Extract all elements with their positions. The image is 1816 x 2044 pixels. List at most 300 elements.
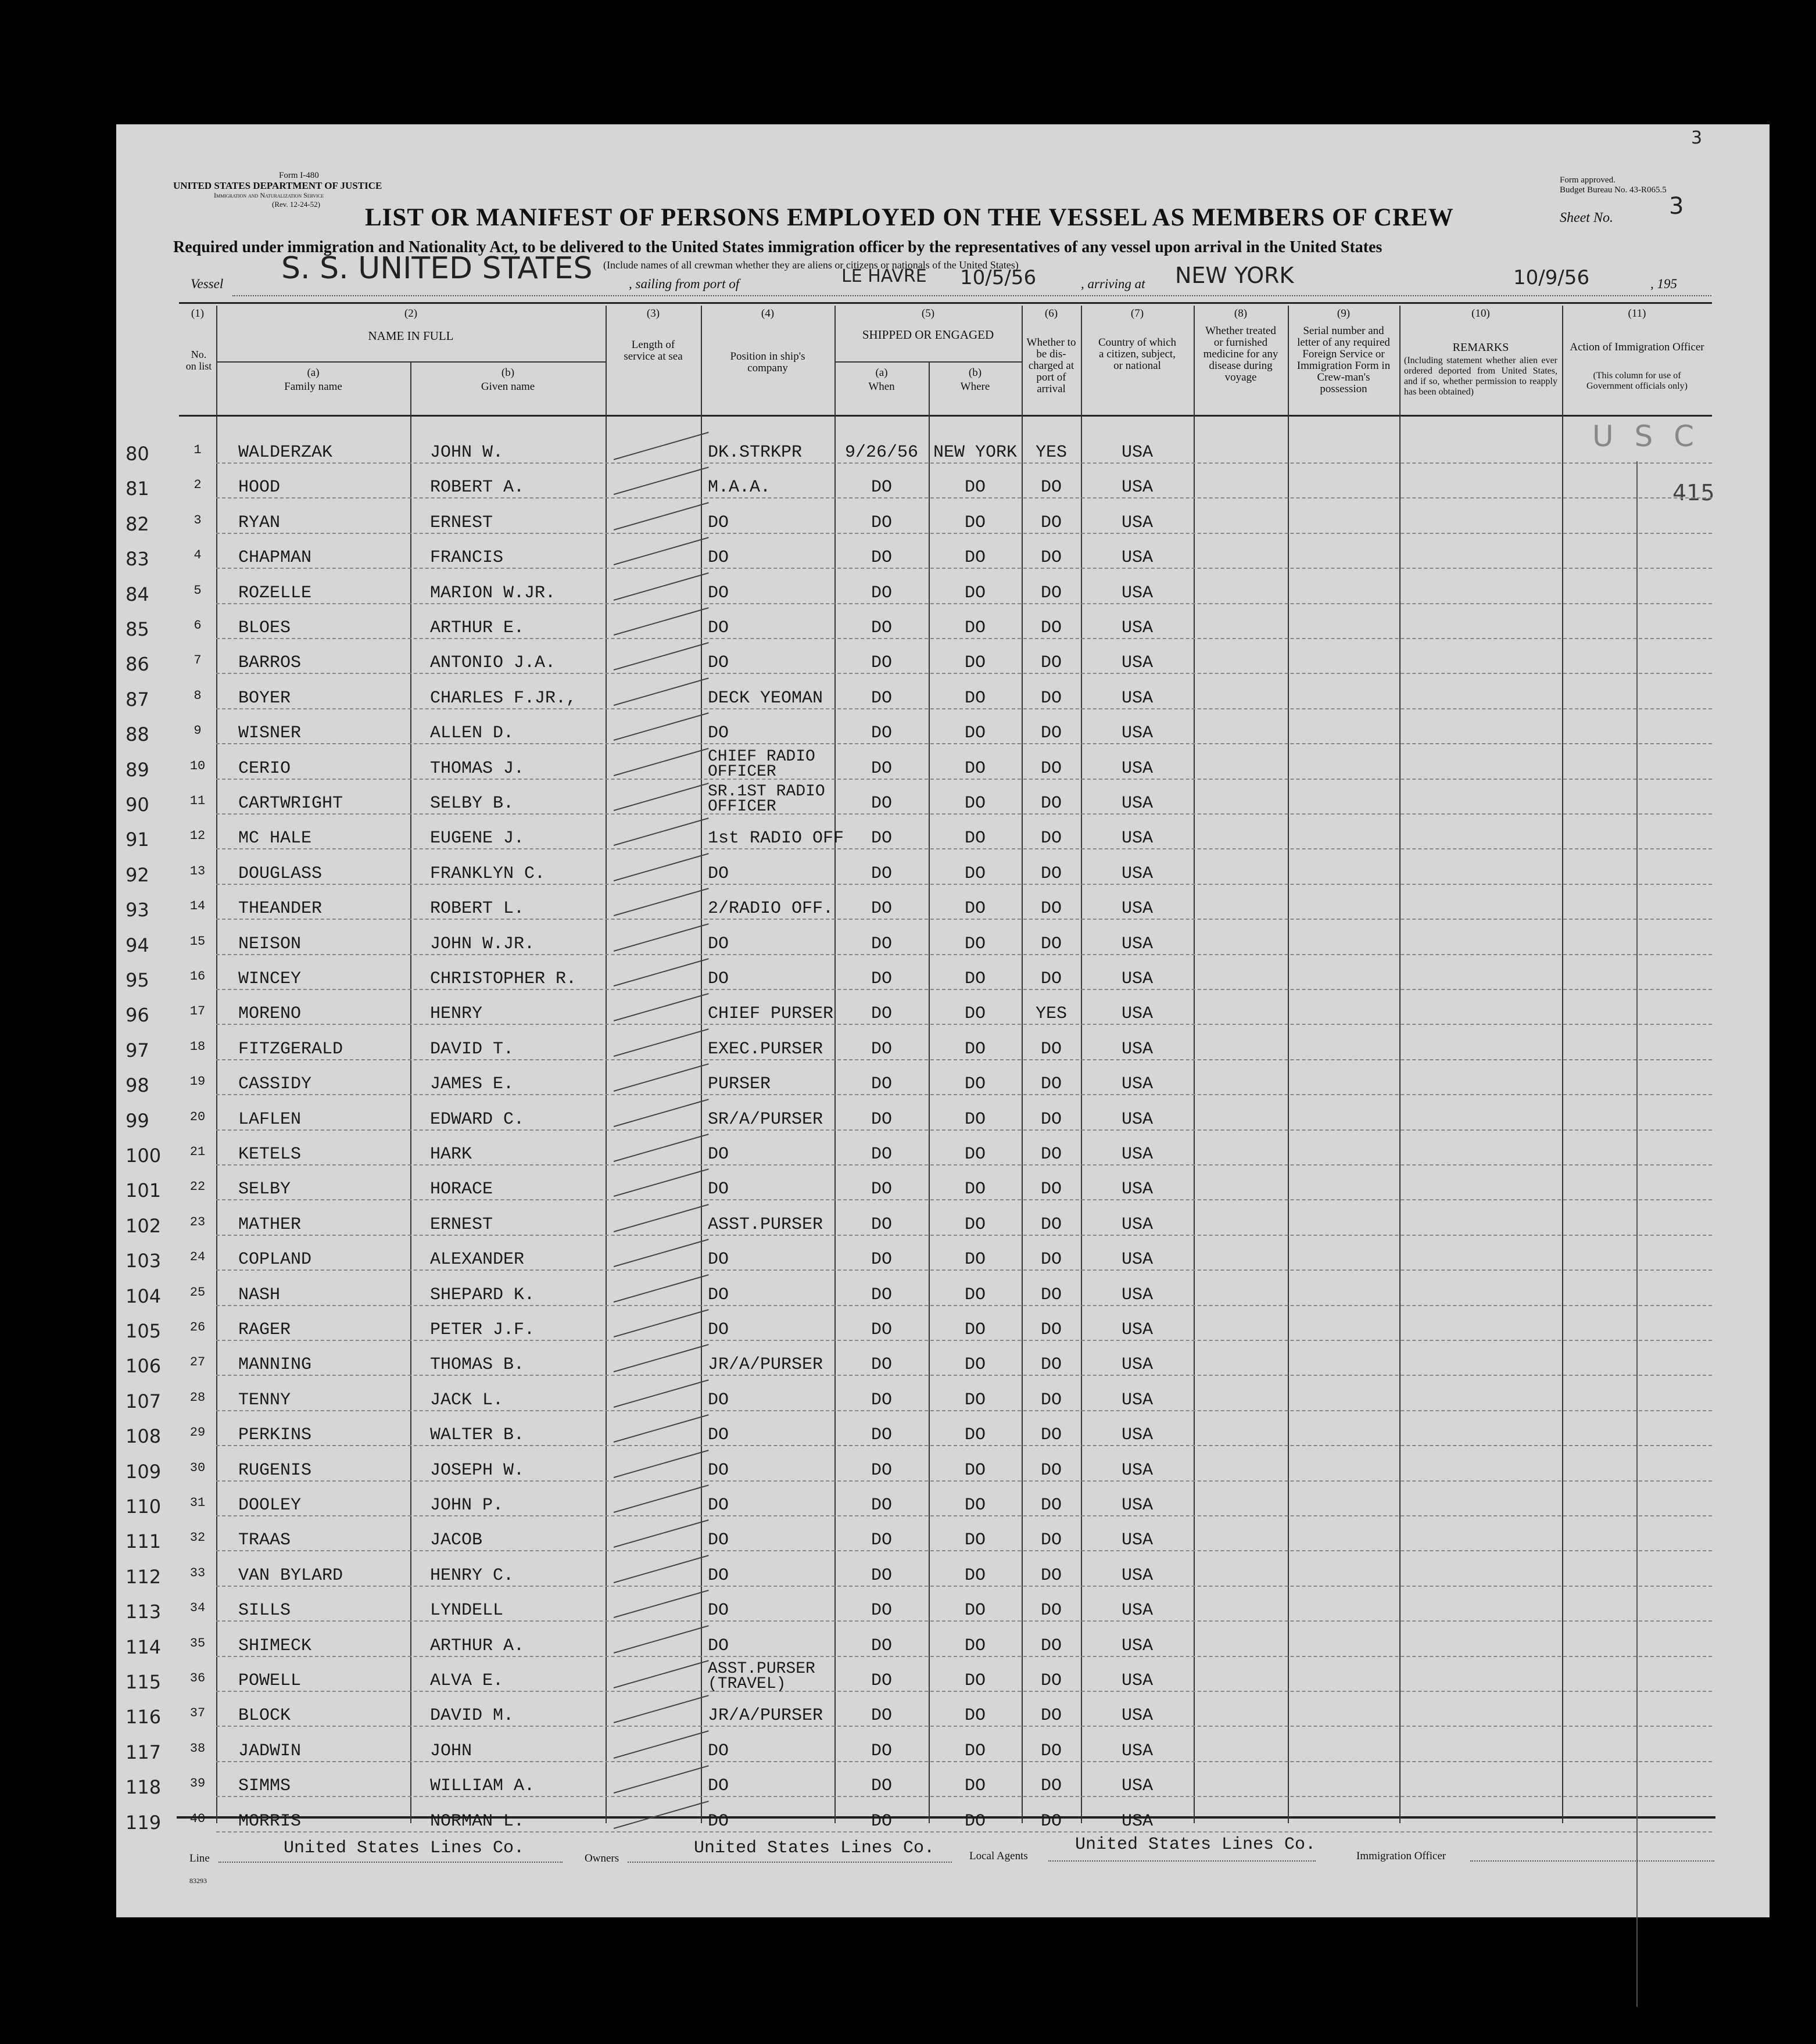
row-discharge: DO — [1040, 1214, 1062, 1235]
col10-note: (Including statement whether alien ever ordered deported from United States, and if so, whether permission to reapply has been obtained) — [1404, 356, 1557, 397]
row-family: KETELS — [238, 1145, 302, 1164]
row-no: 14 — [189, 899, 206, 914]
vessel-underline — [232, 295, 1711, 296]
row-where: DO — [964, 1039, 986, 1059]
row-family: FITZGERALD — [238, 1039, 343, 1059]
row-where: DO — [964, 478, 986, 498]
row-no: 21 — [189, 1145, 206, 1159]
row-when: DO — [871, 1425, 892, 1446]
row-rule — [216, 1340, 1712, 1341]
row-rule — [216, 533, 1712, 534]
row-no: 19 — [189, 1074, 206, 1089]
row-position: DO — [708, 1250, 729, 1270]
row-country: USA — [1121, 512, 1153, 533]
row-given: MARION W.JR. — [430, 583, 556, 603]
count-annotation: 415 — [1672, 480, 1715, 505]
row-given: ARTHUR E. — [430, 618, 525, 638]
row-position: DO — [708, 1425, 729, 1446]
row-where: DO — [964, 1004, 986, 1024]
row-discharge: DO — [1040, 583, 1062, 603]
row-country: USA — [1121, 863, 1153, 884]
row-where: DO — [964, 934, 986, 954]
header-bottom-rule — [179, 415, 1712, 417]
row-when: DO — [871, 1530, 892, 1551]
row-seq: 106 — [126, 1355, 162, 1378]
sailing-port: LE HAVRE — [841, 266, 927, 286]
service-slash-mark — [614, 958, 709, 987]
row-position: DO — [708, 1776, 729, 1796]
row-when: DO — [871, 794, 892, 813]
service-slash-mark — [614, 994, 709, 1022]
row-position: ASST.PURSER — [708, 1214, 823, 1235]
row-family: RAGER — [238, 1320, 291, 1340]
form-number: Form I-480 — [279, 171, 319, 180]
row-given: SELBY B. — [430, 794, 514, 813]
row-position: M.A.A. — [708, 478, 771, 498]
row-family: BARROS — [238, 653, 302, 673]
row-where: DO — [964, 1565, 986, 1586]
service-slash-mark — [614, 1555, 709, 1583]
row-country: USA — [1121, 1671, 1153, 1691]
row-position: DO — [708, 1145, 729, 1164]
row-no: 23 — [189, 1214, 206, 1229]
row-family: JADWIN — [238, 1741, 302, 1761]
row-position: JR/A/PURSER — [708, 1355, 823, 1375]
col8-header: Whether treated or furnished medicine for any disease during voyage — [1203, 325, 1278, 383]
row-seq: 108 — [126, 1425, 162, 1448]
row-when: DO — [871, 1145, 892, 1164]
row-family: DOOLEY — [238, 1496, 302, 1515]
row-position: DO — [708, 1320, 729, 1340]
row-no: 26 — [189, 1320, 206, 1335]
service-slash-mark — [614, 1379, 709, 1408]
row-rule — [216, 1550, 1712, 1551]
row-rule — [216, 1059, 1712, 1060]
row-seq: 86 — [126, 653, 149, 676]
service-slash-mark — [614, 1099, 709, 1127]
row-country: USA — [1121, 1074, 1153, 1095]
service-slash-mark — [614, 643, 709, 671]
row-no: 22 — [189, 1179, 206, 1195]
row-seq: 112 — [126, 1565, 162, 1588]
row-position: DO — [708, 548, 729, 568]
row-given: FRANCIS — [430, 548, 504, 568]
form-budget: Budget Bureau No. 43-R065.5 — [1560, 185, 1667, 195]
row-no: 27 — [189, 1355, 206, 1370]
row-country: USA — [1121, 1179, 1153, 1200]
row-position: DO — [708, 1601, 729, 1621]
row-discharge: DO — [1040, 1390, 1062, 1410]
footer-officer-label: Immigration Officer — [1356, 1850, 1446, 1862]
row-family: MORENO — [238, 1004, 302, 1024]
row-given: JOHN — [430, 1741, 472, 1761]
row-discharge: DO — [1040, 1039, 1062, 1059]
row-discharge: DO — [1040, 1706, 1062, 1726]
row-where: DO — [964, 1109, 986, 1129]
row-country: USA — [1121, 1460, 1153, 1480]
col11-number: (11) — [1628, 307, 1646, 320]
sailing-label: , sailing from port of — [629, 277, 740, 291]
row-where: DO — [964, 1636, 986, 1656]
row-no: 4 — [194, 548, 202, 563]
col9-header: Serial number and letter of any required Foreign Service or Immigration Form in Crew-man's possession — [1296, 325, 1391, 395]
row-position: DO — [708, 969, 729, 989]
row-family: MORRIS — [238, 1811, 302, 1831]
row-position: DO — [708, 512, 729, 533]
row-family: TENNY — [238, 1390, 291, 1410]
row-seq: 82 — [126, 512, 149, 535]
row-given: SHEPARD K. — [430, 1285, 535, 1305]
row-seq: 104 — [126, 1285, 162, 1307]
include-note: (Include names of all crewman whether they are aliens or citizens or nationals of the United States) — [603, 259, 1019, 271]
row-family: MANNING — [238, 1355, 312, 1375]
row-rule — [216, 1586, 1712, 1587]
row-seq: 119 — [126, 1811, 162, 1834]
year-suffix: , 195 — [1650, 277, 1677, 291]
row-rule — [216, 1024, 1712, 1025]
row-discharge: DO — [1040, 1811, 1062, 1831]
row-family: COPLAND — [238, 1250, 312, 1270]
row-discharge: DO — [1040, 1776, 1062, 1796]
col3-header: Length of service at sea — [624, 339, 683, 363]
row-rule — [216, 497, 1712, 499]
footer-agents-rule — [1048, 1860, 1316, 1862]
row-when: DO — [871, 1565, 892, 1586]
footer-line-value: United States Lines Co. — [284, 1838, 525, 1858]
row-rule — [216, 743, 1712, 744]
service-slash-mark — [614, 1625, 709, 1654]
row-no: 12 — [189, 829, 206, 844]
row-no: 18 — [189, 1039, 206, 1054]
row-when: DO — [871, 653, 892, 673]
row-position: DO — [708, 618, 729, 638]
row-where: DO — [964, 794, 986, 813]
row-rule — [216, 1515, 1712, 1516]
row-rule — [216, 673, 1712, 674]
service-slash-mark — [614, 1169, 709, 1197]
row-position: DO — [708, 1496, 729, 1515]
row-when: DO — [871, 1179, 892, 1200]
row-position: CHIEF PURSER — [708, 1004, 834, 1024]
row-given: DAVID M. — [430, 1706, 514, 1726]
row-seq: 92 — [126, 863, 149, 886]
row-no: 3 — [194, 512, 202, 528]
row-when: 9/26/56 — [844, 443, 919, 462]
row-where: DO — [964, 1706, 986, 1726]
row-position: DO — [708, 653, 729, 673]
row-when: DO — [871, 1320, 892, 1340]
row-country: USA — [1121, 899, 1153, 919]
row-when: DO — [871, 1109, 892, 1129]
row-when: DO — [871, 1355, 892, 1375]
row-seq: 87 — [126, 688, 149, 711]
row-where: DO — [964, 1601, 986, 1621]
row-rule — [216, 1445, 1712, 1446]
col4-header: Position in ship's company — [730, 350, 805, 374]
row-seq: 118 — [126, 1776, 162, 1799]
row-country: USA — [1121, 1601, 1153, 1621]
col4-number: (4) — [761, 307, 775, 320]
row-seq: 98 — [126, 1074, 149, 1097]
row-country: USA — [1121, 1250, 1153, 1270]
row-family: VAN BYLARD — [238, 1565, 343, 1586]
row-family: NEISON — [238, 934, 302, 954]
row-position: DK.STRKPR — [708, 443, 803, 462]
service-slash-mark — [614, 537, 709, 565]
row-when: DO — [871, 1039, 892, 1059]
service-slash-mark — [614, 572, 709, 601]
row-seq: 97 — [126, 1039, 149, 1062]
row-when: DO — [871, 1390, 892, 1410]
row-where: DO — [964, 653, 986, 673]
footer-line-label: Line — [189, 1852, 210, 1864]
row-country: USA — [1121, 1425, 1153, 1446]
row-country: USA — [1121, 478, 1153, 498]
footer-owners-value: United States Lines Co. — [694, 1838, 935, 1858]
row-given: WILLIAM A. — [430, 1776, 535, 1796]
row-family: LAFLEN — [238, 1109, 302, 1129]
col10-header: REMARKS — [1452, 341, 1509, 354]
row-no: 5 — [194, 583, 202, 598]
row-when: DO — [871, 1741, 892, 1761]
row-seq: 93 — [126, 899, 149, 921]
row-given: CHRISTOPHER R. — [430, 969, 577, 989]
row-country: USA — [1121, 688, 1153, 708]
row-family: ROZELLE — [238, 583, 312, 603]
form-approved: Form approved. — [1560, 175, 1616, 185]
row-where: DO — [964, 618, 986, 638]
row-where: DO — [964, 1460, 986, 1480]
row-discharge: DO — [1040, 1425, 1062, 1446]
row-given: ERNEST — [430, 1214, 493, 1235]
row-no: 20 — [189, 1109, 206, 1124]
row-given: THOMAS B. — [430, 1355, 525, 1375]
row-discharge: DO — [1040, 1496, 1062, 1515]
row-seq: 85 — [126, 618, 149, 640]
row-given: THOMAS J. — [430, 758, 525, 779]
row-no: 32 — [189, 1530, 206, 1545]
row-where: DO — [964, 1179, 986, 1200]
row-no: 13 — [189, 863, 206, 878]
row-discharge: DO — [1040, 653, 1062, 673]
row-rule — [216, 1305, 1712, 1306]
row-rule — [216, 1094, 1712, 1095]
row-seq: 91 — [126, 829, 149, 851]
row-position: DECK YEOMAN — [708, 688, 823, 708]
row-where: DO — [964, 583, 986, 603]
row-seq: 109 — [126, 1460, 162, 1483]
row-position: DO — [708, 1530, 729, 1551]
col5a-number: (a) — [875, 367, 888, 379]
row-rule — [216, 1235, 1712, 1236]
row-when: DO — [871, 969, 892, 989]
row-discharge: DO — [1040, 969, 1062, 989]
row-given: HORACE — [430, 1179, 493, 1200]
row-when: DO — [871, 863, 892, 884]
row-no: 40 — [189, 1811, 206, 1826]
row-country: USA — [1121, 1636, 1153, 1656]
row-when: DO — [871, 1601, 892, 1621]
row-no: 9 — [194, 723, 202, 738]
row-seq: 110 — [126, 1496, 162, 1518]
row-country: USA — [1121, 1355, 1153, 1375]
row-rule — [216, 1761, 1712, 1762]
form-title: LIST OR MANIFEST OF PERSONS EMPLOYED ON THE VESSEL AS MEMBERS OF CREW — [365, 204, 1454, 231]
col2-header: NAME IN FULL — [368, 329, 454, 343]
row-rule — [216, 1270, 1712, 1271]
row-no: 30 — [189, 1460, 206, 1475]
col6-header: Whether to be dis-charged at port of arrival — [1026, 336, 1076, 395]
service-slash-mark — [614, 888, 709, 916]
row-where: DO — [964, 1214, 986, 1235]
row-no: 11 — [189, 794, 206, 808]
row-no: 34 — [189, 1601, 206, 1616]
row-discharge: DO — [1040, 1460, 1062, 1480]
row-position: PURSER — [708, 1074, 771, 1095]
row-country: USA — [1121, 758, 1153, 779]
service-slash-mark — [614, 853, 709, 881]
service-slash-mark — [614, 923, 709, 952]
row-no: 37 — [189, 1706, 206, 1721]
row-given: ALLEN D. — [430, 723, 514, 744]
row-rule — [216, 884, 1712, 885]
row-given: HARK — [430, 1145, 472, 1164]
row-discharge: DO — [1040, 758, 1062, 779]
sailing-date: 10/5/56 — [960, 266, 1037, 289]
row-given: FRANKLYN C. — [430, 863, 546, 884]
service-slash-mark — [614, 607, 709, 636]
row-country: USA — [1121, 618, 1153, 638]
row-when: DO — [871, 548, 892, 568]
page-corner-number: 3 — [1691, 128, 1703, 148]
row-where: DO — [964, 969, 986, 989]
row-seq: 90 — [126, 794, 149, 816]
row-discharge: DO — [1040, 794, 1062, 813]
row-given: ANTONIO J.A. — [430, 653, 556, 673]
row-given: JOHN W.JR. — [430, 934, 535, 954]
col11-note: (This column for use of Government officials only) — [1586, 371, 1688, 391]
row-position: DO — [708, 1179, 729, 1200]
col7-header: Country of which a citizen, subject, or national — [1098, 336, 1177, 372]
usc-annotation: U S C — [1592, 419, 1700, 453]
row-rule — [216, 1410, 1712, 1411]
row-position: SR.1ST RADIO OFFICER — [708, 783, 825, 816]
row-family: DOUGLASS — [238, 863, 323, 884]
row-given: JOHN P. — [430, 1496, 504, 1515]
row-family: RUGENIS — [238, 1460, 312, 1480]
col5a-header: When — [868, 381, 895, 393]
col5b-header: Where — [960, 381, 990, 393]
row-country: USA — [1121, 1390, 1153, 1410]
row-position: DO — [708, 1390, 729, 1410]
service-slash-mark — [614, 467, 709, 496]
row-rule — [216, 954, 1712, 955]
row-given: ERNEST — [430, 512, 493, 533]
service-slash-mark — [614, 1484, 709, 1513]
row-no: 8 — [194, 688, 202, 703]
row-discharge: DO — [1040, 934, 1062, 954]
row-where: DO — [964, 1145, 986, 1164]
row-country: USA — [1121, 1320, 1153, 1340]
row-discharge: DO — [1040, 723, 1062, 744]
row-when: DO — [871, 1074, 892, 1095]
row-seq: 107 — [126, 1390, 162, 1412]
row-seq: 102 — [126, 1214, 162, 1237]
row-when: DO — [871, 758, 892, 779]
row-where: DO — [964, 1811, 986, 1831]
row-where: DO — [964, 1425, 986, 1446]
service-slash-mark — [614, 1695, 709, 1724]
row-discharge: DO — [1040, 512, 1062, 533]
form-revision: (Rev. 12-24-52) — [272, 200, 320, 209]
row-when: DO — [871, 1460, 892, 1480]
col2a-number: (a) — [307, 367, 320, 379]
row-rule — [216, 1164, 1712, 1166]
col6-number: (6) — [1044, 307, 1058, 320]
service-slash-mark — [614, 677, 709, 706]
row-discharge: DO — [1040, 829, 1062, 849]
form-subtitle: Required under immigration and Nationality Act, to be delivered to the United States immigration officer by the representatives of any vessel upon arrival in the United States — [173, 238, 1382, 256]
row-position: DO — [708, 934, 729, 954]
row-given: LYNDELL — [430, 1601, 504, 1621]
row-rule — [216, 1796, 1712, 1797]
row-country: USA — [1121, 1285, 1153, 1305]
row-country: USA — [1121, 1706, 1153, 1726]
row-no: 6 — [194, 618, 202, 633]
row-country: USA — [1121, 794, 1153, 813]
service-slash-mark — [614, 1028, 709, 1057]
row-position: DO — [708, 1285, 729, 1305]
row-country: USA — [1121, 723, 1153, 744]
row-family: POWELL — [238, 1671, 302, 1691]
row-rule — [216, 779, 1712, 780]
row-given: ROBERT L. — [430, 899, 525, 919]
service-slash-mark — [614, 1520, 709, 1548]
row-where: DO — [964, 1074, 986, 1095]
row-where: DO — [964, 1250, 986, 1270]
row-discharge: DO — [1040, 1179, 1062, 1200]
row-position: DO — [708, 863, 729, 884]
row-discharge: DO — [1040, 1109, 1062, 1129]
row-rule — [216, 568, 1712, 569]
row-seq: 89 — [126, 758, 149, 781]
row-discharge: YES — [1035, 443, 1067, 462]
col1-number: (1) — [191, 307, 205, 320]
row-country: USA — [1121, 1776, 1153, 1796]
row-seq: 114 — [126, 1636, 162, 1658]
row-where: DO — [964, 1741, 986, 1761]
row-discharge: DO — [1040, 1285, 1062, 1305]
row-position: DO — [708, 1636, 729, 1656]
row-family: BOYER — [238, 688, 291, 708]
row-country: USA — [1121, 583, 1153, 603]
vessel-name: S. S. UNITED STATES — [281, 251, 593, 286]
service-slash-mark — [614, 1063, 709, 1092]
row-no: 7 — [194, 653, 202, 668]
row-when: DO — [871, 688, 892, 708]
row-where: DO — [964, 548, 986, 568]
row-family: CARTWRIGHT — [238, 794, 343, 813]
row-where: DO — [964, 1496, 986, 1515]
row-seq: 103 — [126, 1250, 162, 1272]
row-when: DO — [871, 723, 892, 744]
row-no: 10 — [189, 758, 206, 773]
service-slash-mark — [614, 502, 709, 530]
row-when: DO — [871, 1250, 892, 1270]
row-country: USA — [1121, 1530, 1153, 1551]
row-discharge: DO — [1040, 1250, 1062, 1270]
row-no: 24 — [189, 1250, 206, 1265]
